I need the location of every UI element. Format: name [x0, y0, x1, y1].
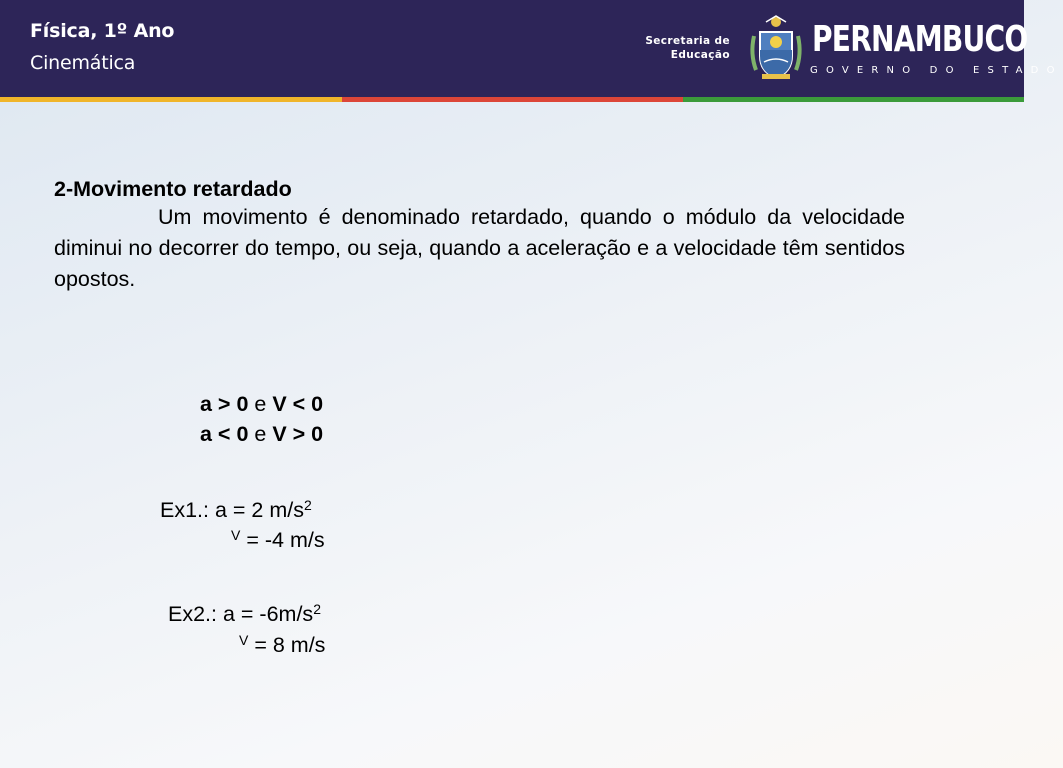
condition-2 [200, 422, 323, 447]
example-1-acceleration [160, 498, 312, 523]
state-name-logo: PERNAMBUCO [812, 19, 1028, 60]
section-heading: 2-Movimento retardado [54, 177, 292, 201]
example-2-v-value: = 8 m/s [254, 633, 326, 657]
condition-1 [200, 392, 323, 417]
course-title: Física, 1º Ano [30, 20, 175, 42]
example-1-exponent: 2 [304, 497, 312, 513]
condition-1-conj: e [248, 392, 273, 416]
main-text-block [54, 176, 905, 295]
condition-2-v: V > 0 [272, 422, 324, 446]
condition-2-a: a < 0 [200, 422, 249, 446]
example-2-acceleration [168, 602, 321, 627]
example-2-exponent: 2 [313, 601, 321, 617]
definition-paragraph: Um movimento é denominado retardado, quando o módulo da velocidade diminui no decorrer do tempo, ou seja, quando a aceleração e a velocidade têm sentidos opostos. [54, 205, 905, 291]
example-2-velocity [239, 633, 325, 658]
coat-of-arms-icon [746, 14, 806, 82]
secretaria-line-2: Educação [670, 49, 730, 61]
stripe-green [683, 97, 1024, 102]
condition-1-v: V < 0 [272, 392, 324, 416]
example-1-v-value: = -4 m/s [246, 528, 325, 552]
topic-subtitle: Cinemática [30, 52, 136, 74]
stripe-red [342, 97, 683, 102]
condition-2-conj: e [248, 422, 273, 446]
example-1-v-symbol: V [231, 527, 241, 543]
example-2-label: Ex2.: a = -6m/s [168, 602, 314, 626]
secretaria-label [645, 34, 730, 62]
example-2-v-symbol: V [239, 632, 249, 648]
secretaria-line-1: Secretaria de [645, 35, 730, 47]
condition-1-a: a > 0 [200, 392, 249, 416]
state-government-label: GOVERNO DO ESTADO [810, 65, 1063, 76]
slide-header [0, 0, 1063, 97]
example-1-label: Ex1.: a = 2 m/s [160, 498, 304, 522]
stripe-yellow [0, 97, 342, 102]
example-1-velocity [231, 528, 325, 553]
